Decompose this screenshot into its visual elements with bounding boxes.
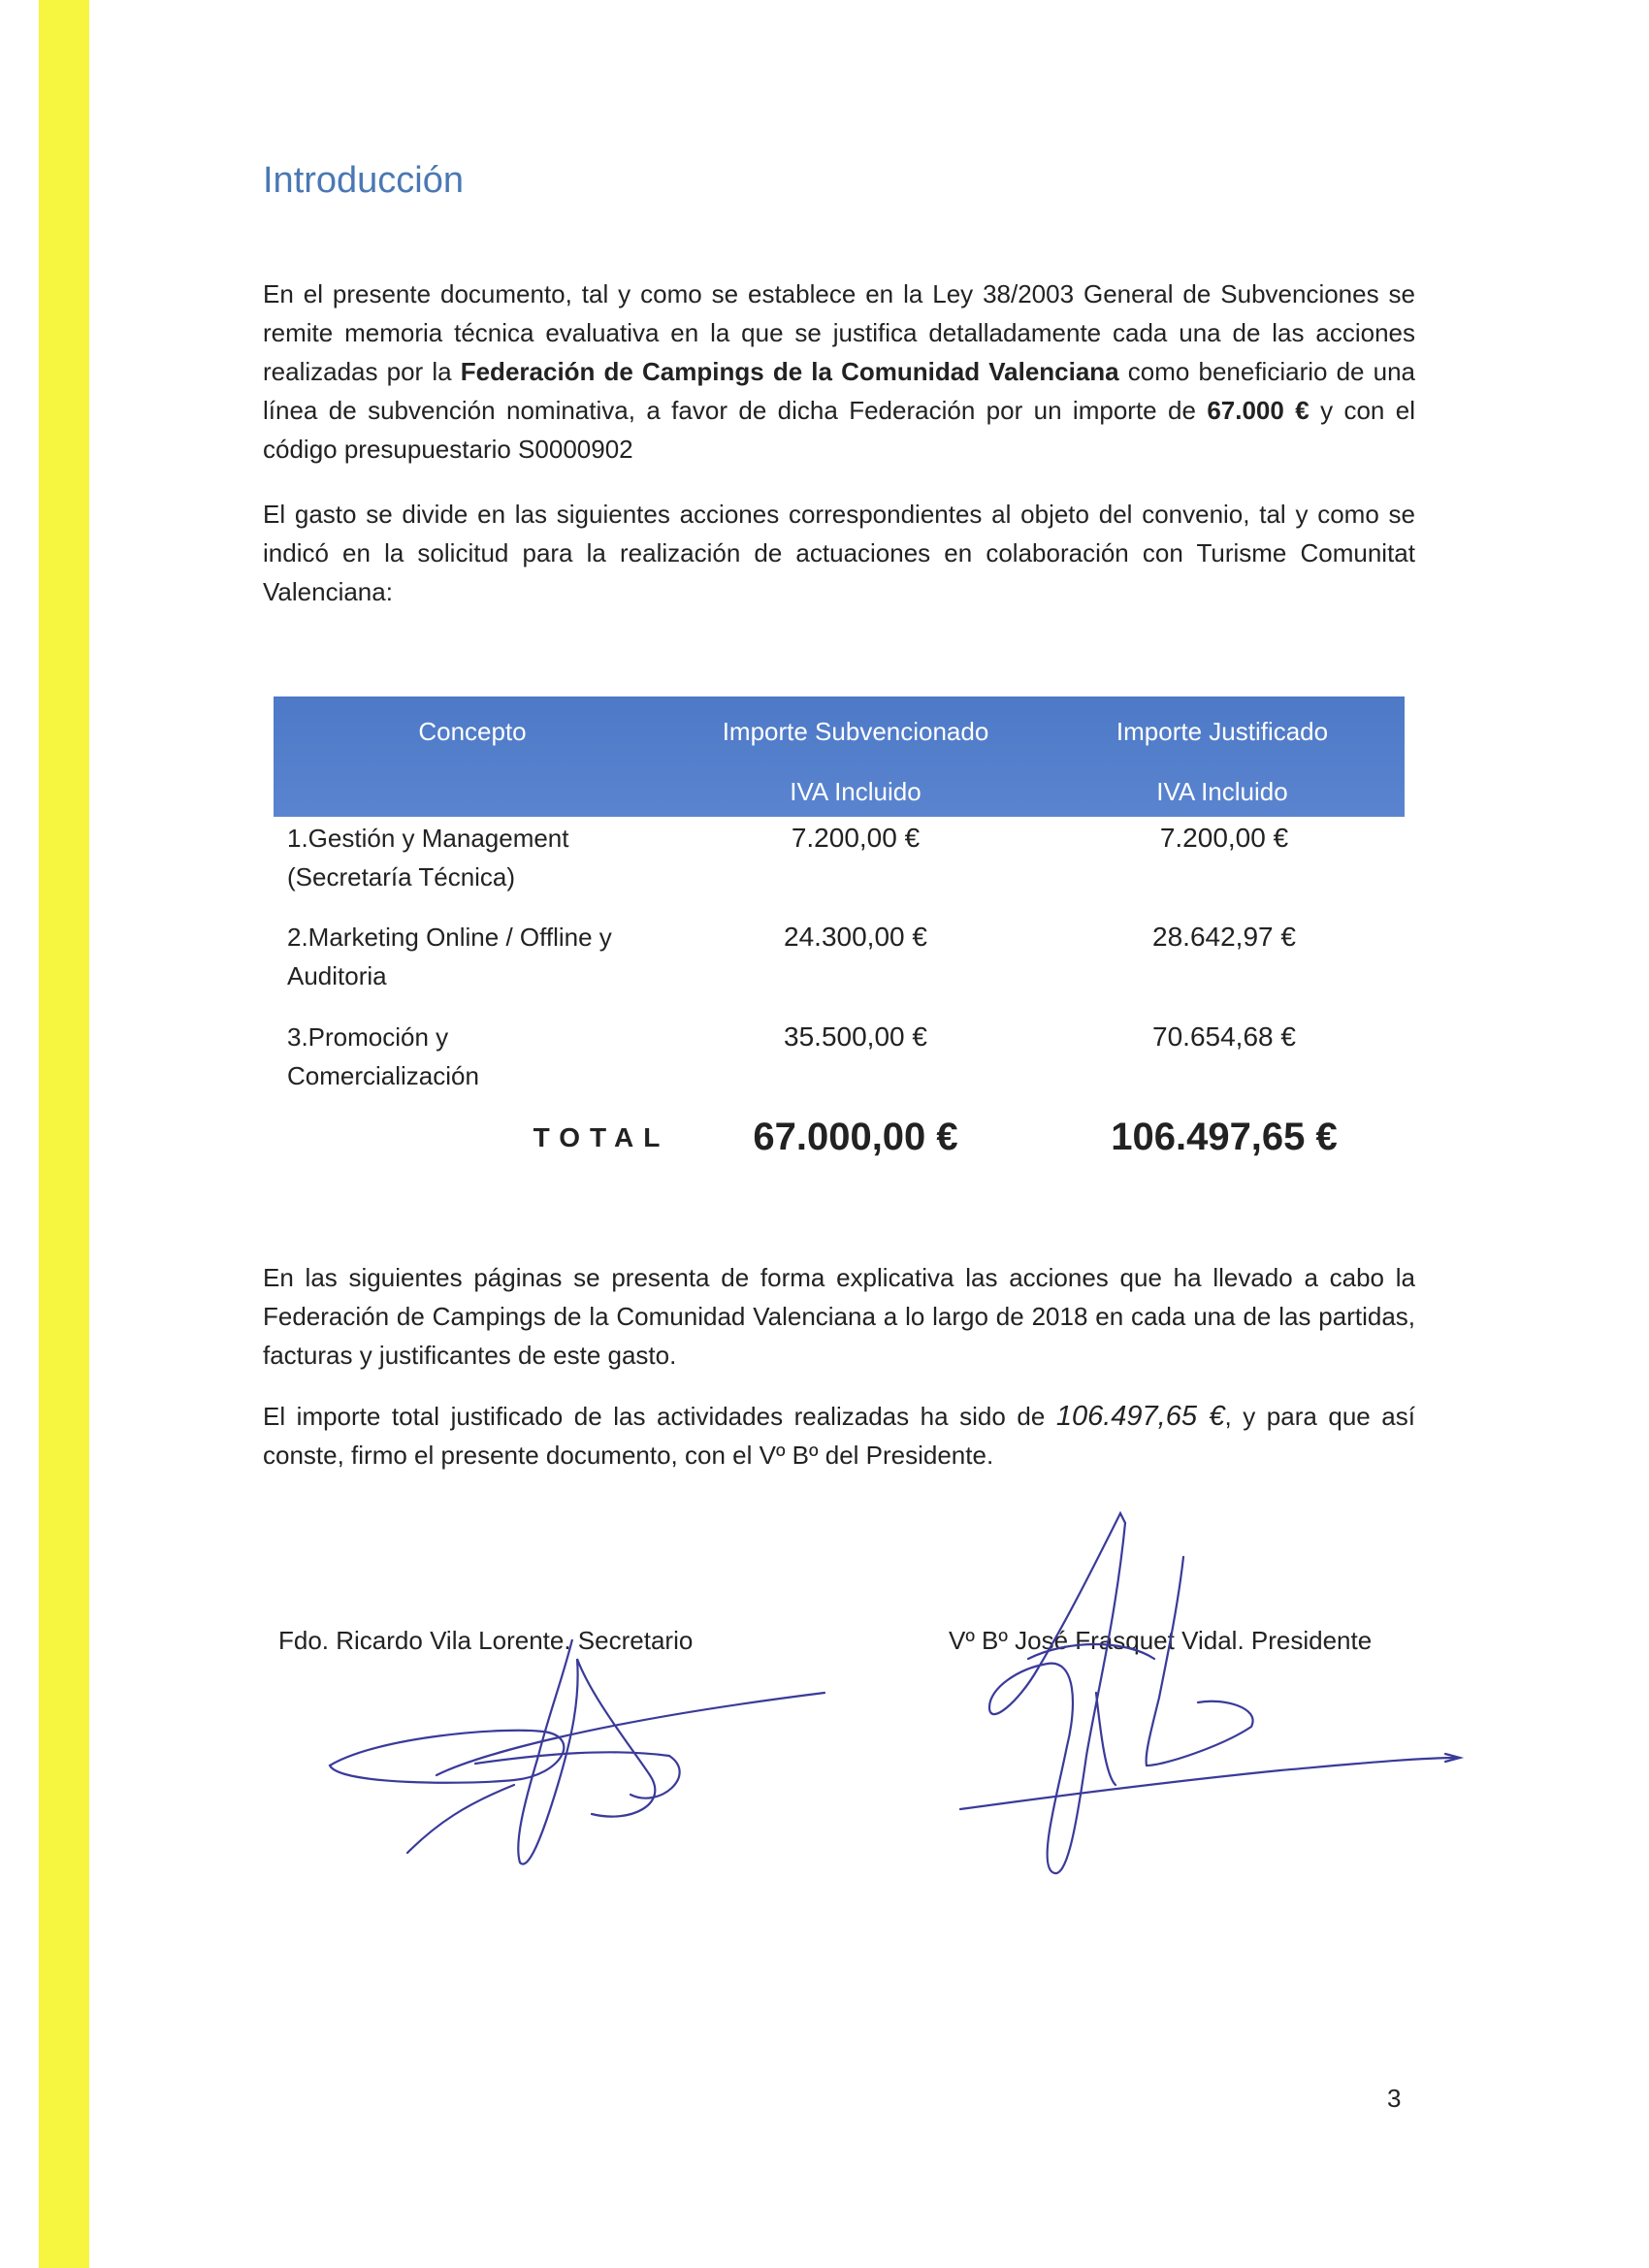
intro-paragraph [263, 275, 1415, 469]
concept-line: 2.Marketing Online / Offline y [287, 923, 612, 952]
intro-text-1: En el presente documento, tal y como se establece en la Ley 38/2003 General de Subvenciones se remite memoria técnica evaluativa en la que se justifica detalladamente cada una de las acciones realizadas por la [263, 279, 1415, 386]
concept-line: (Secretaría Técnica) [287, 862, 516, 891]
concept-line: Comercialización [287, 1061, 479, 1090]
concept-line: Auditoria [287, 961, 387, 990]
total-subsidized: 67.000,00 € [753, 1116, 958, 1158]
table-row-concept [287, 819, 675, 896]
yellow-margin-strip [39, 0, 89, 2268]
total-label: TOTAL [533, 1122, 670, 1152]
header-subsidized: Importe Subvencionado [722, 717, 989, 746]
header-concept: Concepto [418, 717, 527, 746]
table-cell-justified: 7.200,00 € [1159, 823, 1289, 853]
table-cell-subsidized: 24.300,00 € [784, 922, 927, 952]
table-row-concept [287, 918, 675, 995]
expense-paragraph: El gasto se divide en las siguientes acciones correspondientes al objeto del convenio, tal y como se indicó en la solicitud para la realización de actuaciones en colaboración con Turisme Comunitat Valenciana: [263, 500, 1415, 606]
signer-president: Vº Bº José Frasquet Vidal. Presidente [949, 1626, 1373, 1655]
table-header [274, 697, 1405, 817]
justified-amount: 106.497,65 € [1055, 1401, 1225, 1432]
page-number: 3 [1387, 2084, 1402, 2113]
table-row-concept [287, 1018, 675, 1095]
concept-line: 1.Gestión y Management [287, 824, 569, 853]
org-name: Federación de Campings de la Comunidad Valenciana [460, 357, 1119, 386]
total-justified: 106.497,65 € [1111, 1116, 1338, 1158]
closing-paragraph [263, 1397, 1415, 1474]
header-subsidized-vat: IVA Incluido [790, 777, 922, 806]
header-justified: Importe Justificado [1116, 717, 1329, 746]
table-cell-justified: 28.642,97 € [1152, 922, 1296, 952]
header-justified-vat: IVA Incluido [1156, 777, 1288, 806]
president-signature [931, 1504, 1474, 1892]
closing-text-2: , y para que así conste, firmo el presente documento, con el Vº Bº del Presidente. [263, 1402, 1415, 1470]
subsidy-amount: 67.000 € [1207, 396, 1310, 425]
signer-secretary: Fdo. Ricardo Vila Lorente. Secretario [278, 1626, 694, 1655]
intro-text-3: y con el código presupuestario S0000902 [263, 396, 1415, 464]
table-cell-subsidized: 7.200,00 € [791, 823, 921, 853]
closing-text-1: El importe total justificado de las actividades realizadas ha sido de [263, 1402, 1056, 1431]
secretary-signature [320, 1639, 863, 1892]
section-heading: Introducción [263, 160, 465, 201]
table-cell-justified: 70.654,68 € [1152, 1021, 1296, 1052]
intro-text-2: como beneficiario de una línea de subvención nominativa, a favor de dicha Federación por un importe de [263, 357, 1416, 425]
table-cell-subsidized: 35.500,00 € [784, 1021, 927, 1052]
summary-paragraph: En las siguientes páginas se presenta de forma explicativa las acciones que ha llevado a cabo la Federación de Campings de la Comunidad Valenciana a lo largo de 2018 en cada una de las partidas, facturas y justificantes de este gasto. [263, 1263, 1415, 1370]
concept-line: 3.Promoción y [287, 1022, 449, 1052]
